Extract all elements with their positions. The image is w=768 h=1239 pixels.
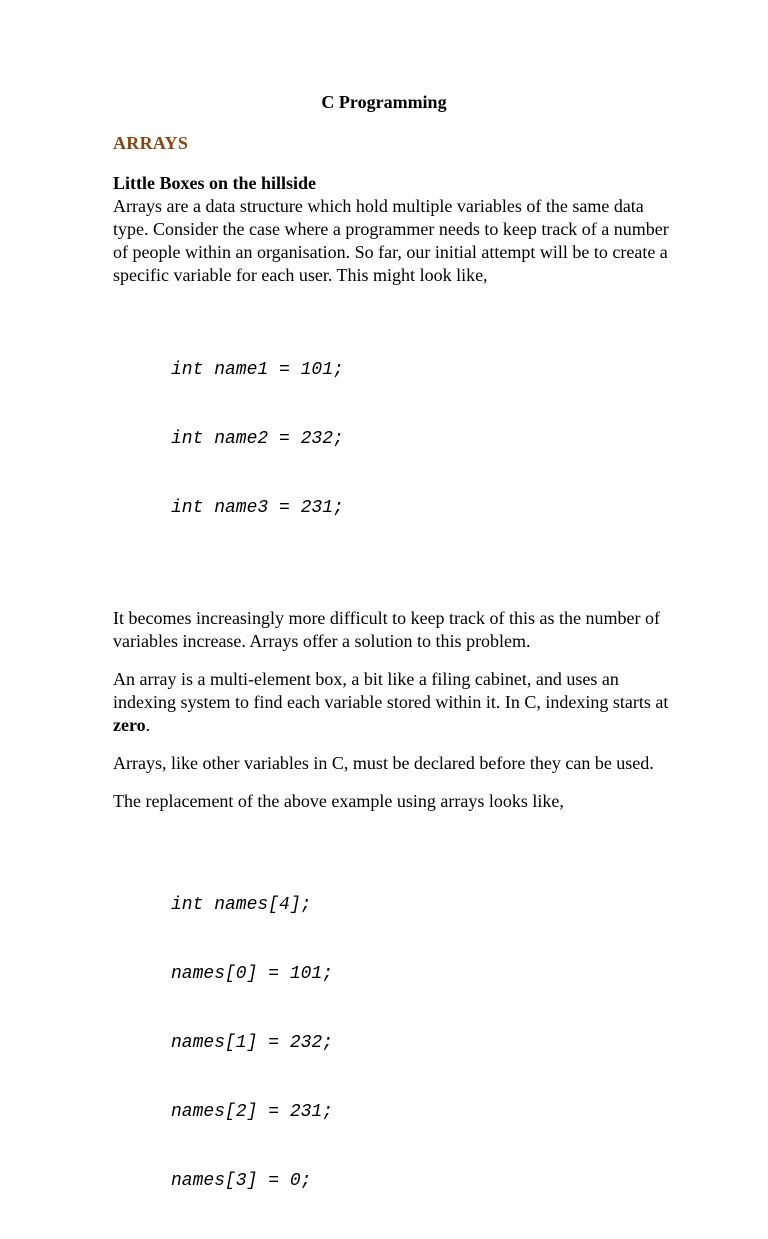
code-line: int name2 = 232;: [171, 429, 344, 449]
code-example-2: [113, 848, 673, 1239]
paragraph-indexing-end: .: [145, 715, 151, 735]
paragraph-replacement: The replacement of the above example using arrays looks like,: [113, 791, 564, 811]
paragraph-intro: Arrays are a data structure which hold multiple variables of the same data type. Consider the case where a programmer needs to keep track of a number of people within an organisation. So far, our initial attempt will be to create a specific variable for each user. This might look like,: [113, 196, 669, 285]
code-line: names[3] = 0;: [171, 1171, 312, 1191]
code-line: names[0] = 101;: [171, 964, 334, 984]
code-line: int name1 = 101;: [171, 360, 344, 380]
code-line: int names[4];: [171, 895, 312, 915]
paragraph-indexing-text: An array is a multi-element box, a bit like a filing cabinet, and uses an indexing system to find each variable stored within it. In C, indexing starts at: [113, 669, 669, 712]
document-body: [113, 172, 673, 1239]
section-heading: ARRAYS: [113, 133, 189, 153]
code-line: names[2] = 231;: [171, 1102, 334, 1122]
code-line: int name3 = 231;: [171, 498, 344, 518]
paragraph-difficulty: It becomes increasingly more difficult to keep track of this as the number of variables increase. Arrays offer a solution to this problem.: [113, 608, 660, 651]
subheading: Little Boxes on the hillside: [113, 173, 317, 193]
code-example-1: [113, 313, 673, 566]
emphasis-zero: zero: [113, 715, 146, 735]
page-title: C Programming: [321, 92, 447, 112]
code-line: names[1] = 232;: [171, 1033, 334, 1053]
paragraph-indexing: [113, 668, 673, 737]
paragraph-declared: Arrays, like other variables in C, must be declared before they can be used.: [113, 753, 654, 773]
